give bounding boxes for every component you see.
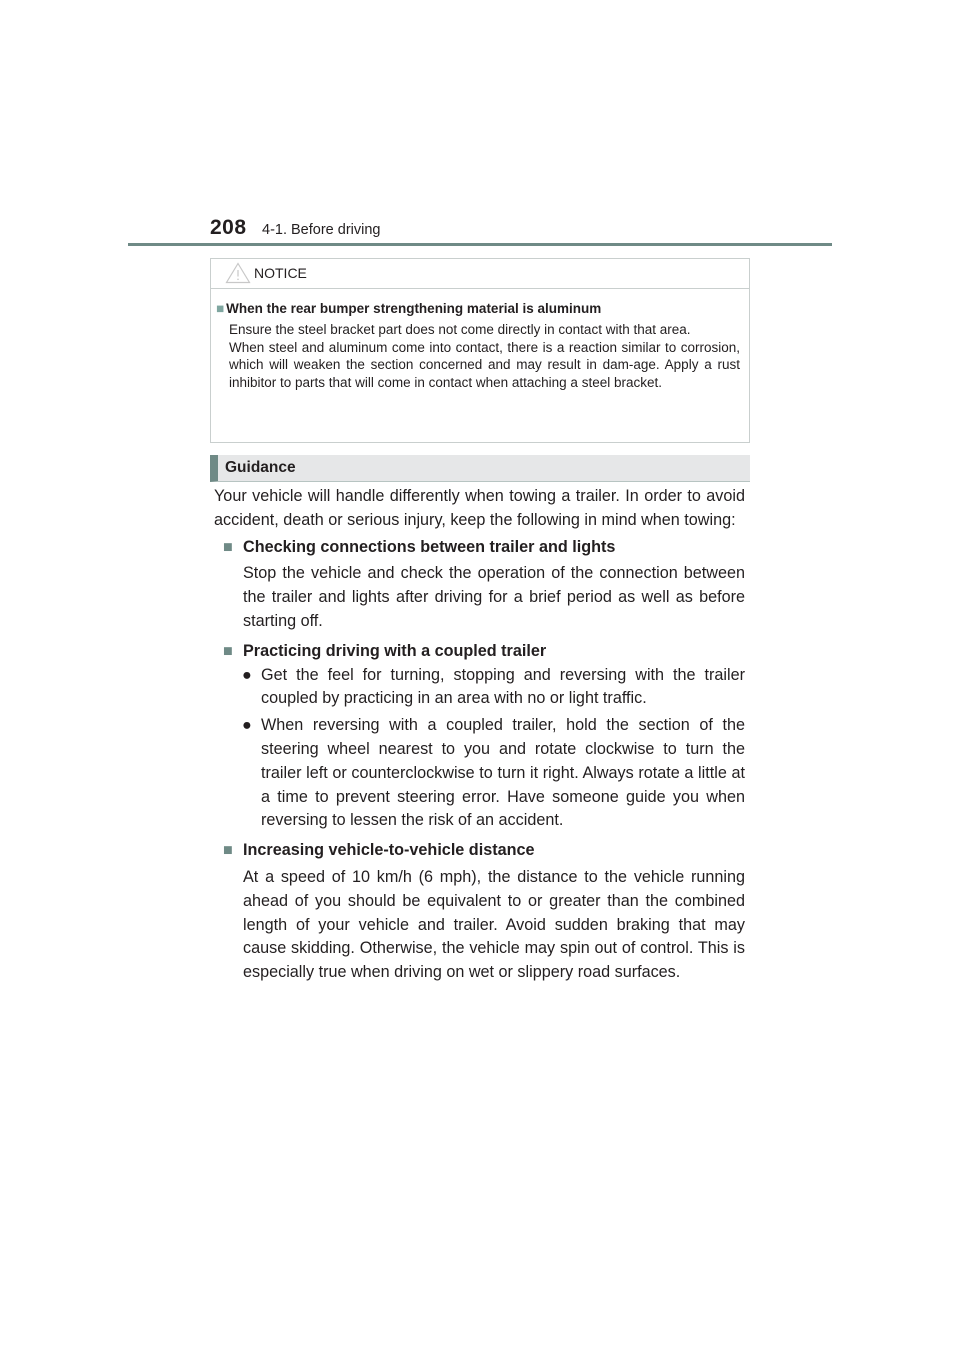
page-header: [0, 0, 960, 250]
notice-paragraph: Ensure the steel bracket part does not come directly in contact with that area.: [229, 322, 691, 337]
list-item-text: Get the feel for turning, stopping and reversing with the trailer coupled by practicing in an area with no or light traffic.: [261, 665, 745, 708]
header-divider: [128, 243, 832, 246]
notice-text: [229, 321, 740, 391]
notice-label: NOTICE: [254, 265, 307, 281]
section-title: 4-1. Before driving: [262, 222, 381, 238]
bullet-dot-icon: ●: [242, 665, 252, 684]
subsection-heading: [214, 536, 745, 560]
list-item-text: When reversing with a coupled trailer, hold the section of the steering wheel nearest to you and rotate clockwise to turn the trailer left or counterclockwise to turn it right. Always rotate a little at a time to prevent steering error. Have someone guide you when reversing to lessen the risk of an accident.: [261, 716, 745, 830]
guidance-intro: Your vehicle will handle differently when towing a trailer. In order to avoid accident, death or serious injury, keep the following in mind when towing:: [214, 487, 745, 529]
page-number: 208: [210, 216, 247, 239]
square-marker-icon: ■: [223, 841, 233, 860]
bullet-dot-icon: ●: [242, 716, 252, 735]
subsection-heading-text: Checking connections between trailer and lights: [243, 537, 616, 556]
warning-triangle-icon: [225, 262, 251, 284]
notice-paragraph: When steel and aluminum come into contact, there is a reaction similar to corrosion, which will weaken the section concerned and may result in dam-age. Apply a rust inhibitor to parts that will come in contact when attaching a steel bracket.: [229, 339, 740, 390]
guidance-content: [214, 485, 745, 985]
subsection-heading-text: Increasing vehicle-to-vehicle distance: [243, 841, 535, 860]
subsection-heading: [214, 640, 745, 664]
subsection-heading: [214, 839, 745, 863]
square-marker-icon: ■: [223, 537, 233, 556]
notice-heading: [216, 301, 601, 316]
subsection-heading-text: Practicing driving with a coupled trailer: [243, 641, 547, 660]
notice-header: [211, 259, 749, 289]
notice-heading-text: When the rear bumper strengthening material is aluminum: [226, 301, 602, 316]
subsection-text: At a speed of 10 km/h (6 mph), the distance to the vehicle running ahead of you should be equivalent to or greater than the combined length of your vehicle and trailer. Avoid sudden braking that may cause skidding. Otherwise, the vehicle may spin out of control. This is especially true when driving on wet or slippery road surfaces.: [243, 867, 745, 982]
list-item: [214, 714, 745, 833]
guidance-title: Guidance: [225, 459, 296, 476]
notice-box: [210, 258, 750, 443]
subsection-text: Stop the vehicle and check the operation of the connection between the trailer and lights after driving for a brief period as well as before starting off.: [243, 564, 745, 630]
square-marker-icon: ■: [223, 641, 233, 660]
square-marker-icon: ■: [216, 301, 225, 316]
guidance-title-bar: [210, 455, 750, 482]
list-item: [214, 664, 745, 712]
